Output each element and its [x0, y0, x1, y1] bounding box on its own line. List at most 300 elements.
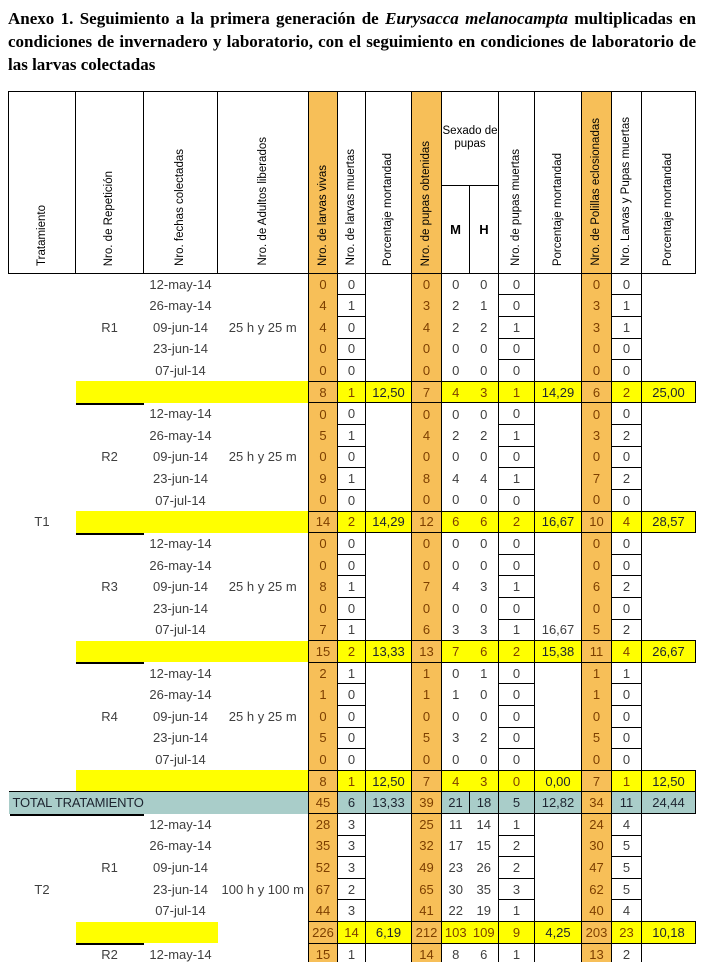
cell-porcentaje-mortandad — [366, 706, 412, 728]
cell-pupas-obtenidas: 39 — [412, 792, 442, 814]
cell-larvas-pupas-muertas: 4 — [612, 900, 642, 922]
cell-adultos-liberados: 100 h y 100 m — [221, 881, 304, 897]
cell-porcentaje-mortandad — [642, 273, 696, 295]
table-row — [9, 403, 696, 425]
cell-larvas-pupas-muertas: 1 — [612, 770, 642, 792]
table-row — [9, 641, 696, 663]
cell-porcentaje-mortandad: 6,19 — [366, 922, 412, 944]
cell-adultos-liberados — [218, 273, 309, 295]
cell-larvas-pupas-muertas: 1 — [612, 662, 642, 684]
cell-larvas-muertas: 0 — [338, 533, 366, 555]
cell-polillas-eclosionadas: 13 — [582, 943, 612, 962]
cell-porcentaje-mortandad — [366, 749, 412, 771]
cell-tratamiento — [9, 641, 76, 663]
cell-polillas-eclosionadas: 1 — [582, 684, 612, 706]
cell-larvas-vivas: 0 — [309, 360, 338, 382]
cell-porcentaje-mortandad — [366, 878, 412, 900]
cell-larvas-muertas: 0 — [338, 489, 366, 511]
cell-larvas-pupas-muertas: 0 — [612, 403, 642, 425]
cell-pupas-obtenidas: 212 — [412, 922, 442, 944]
summary-band — [76, 511, 309, 533]
cell-adultos-liberados — [218, 662, 309, 684]
cell-tratamiento — [9, 403, 76, 425]
cell-sexado-m: 0 — [452, 557, 460, 573]
table-row — [9, 425, 696, 447]
table-row — [9, 770, 696, 792]
cell-larvas-muertas: 1 — [338, 619, 366, 641]
cell-larvas-pupas-muertas: 23 — [612, 922, 642, 944]
cell-adultos-liberados — [218, 597, 309, 619]
cell-fecha: 09-jun-14 — [153, 319, 208, 335]
cell-sexado-m: 2 — [452, 298, 460, 314]
cell-larvas-muertas: 1 — [338, 943, 366, 962]
cell-larvas-vivas: 8 — [309, 770, 338, 792]
cell-adultos-liberados — [218, 554, 309, 576]
cell-adultos-liberados — [218, 857, 309, 879]
cell-porcentaje-mortandad — [535, 468, 582, 490]
cell-tratamiento — [9, 662, 76, 684]
cell-larvas-pupas-muertas: 0 — [612, 533, 642, 555]
cell-larvas-muertas: 0 — [338, 403, 366, 425]
cell-pupas-muertas: 1 — [499, 576, 535, 598]
header-adultos-liberados: Nro. de Adultos liberados — [218, 91, 309, 273]
header-porcentaje-mortandad-1: Porcentaje mortandad — [366, 91, 412, 273]
summary-band — [76, 641, 309, 663]
cell-larvas-vivas: 2 — [309, 662, 338, 684]
table-row — [9, 792, 696, 814]
cell-larvas-muertas: 3 — [338, 814, 366, 836]
cell-porcentaje-mortandad — [535, 489, 582, 511]
cell-sexado-h: 2 — [480, 319, 488, 335]
cell-larvas-pupas-muertas: 4 — [612, 814, 642, 836]
cell-sexado-m: 2 — [452, 427, 460, 443]
cell-porcentaje-mortandad — [366, 403, 412, 425]
header-sexado-de-pupas: Sexado de pupas — [442, 91, 499, 185]
cell-porcentaje-mortandad — [642, 835, 696, 857]
cell-larvas-muertas: 1 — [338, 770, 366, 792]
cell-sexado-m: 0 — [452, 406, 460, 422]
cell-polillas-eclosionadas: 47 — [582, 857, 612, 879]
cell-sexado-h: 3 — [470, 770, 499, 792]
table-row — [9, 446, 696, 468]
cell-porcentaje-mortandad: 15,38 — [535, 641, 582, 663]
header-pupas-obtenidas: Nro. de pupas obtenidas — [412, 91, 442, 273]
cell-repeticion — [76, 814, 144, 836]
cell-larvas-muertas: 2 — [338, 878, 366, 900]
cell-porcentaje-mortandad — [535, 533, 582, 555]
cell-larvas-vivas: 1 — [309, 684, 338, 706]
cell-fecha: 23-jun-14 — [153, 471, 208, 487]
header-sexado-m: M — [442, 185, 470, 273]
cell-porcentaje-mortandad — [535, 727, 582, 749]
cell-porcentaje-mortandad — [535, 338, 582, 360]
cell-sexado-m: 23 — [448, 860, 463, 876]
cell-porcentaje-mortandad — [535, 554, 582, 576]
cell-larvas-vivas: 14 — [309, 511, 338, 533]
cell-sexado-m: 2 — [452, 319, 460, 335]
cell-sexado-h: 2 — [480, 730, 488, 746]
cell-sexado-h: 2 — [480, 427, 488, 443]
cell-sexado-m: 4 — [442, 770, 470, 792]
cell-sexado-m: 0 — [452, 449, 460, 465]
cell-adultos-liberados — [218, 749, 309, 771]
cell-larvas-vivas: 0 — [309, 533, 338, 555]
cell-sexado-h: 0 — [480, 708, 488, 724]
cell-polillas-eclosionadas: 6 — [582, 576, 612, 598]
cell-pupas-muertas: 2 — [499, 511, 535, 533]
cell-porcentaje-mortandad — [366, 857, 412, 879]
cell-larvas-muertas: 1 — [338, 295, 366, 317]
cell-larvas-muertas: 3 — [338, 857, 366, 879]
cell-porcentaje-mortandad — [535, 273, 582, 295]
cell-pupas-muertas: 9 — [499, 922, 535, 944]
cell-larvas-vivas: 0 — [309, 706, 338, 728]
cell-larvas-muertas: 1 — [338, 381, 366, 403]
table-row — [9, 706, 696, 728]
cell-sexado-m: 103 — [442, 922, 470, 944]
cell-sexado-m: 22 — [448, 903, 463, 919]
cell-polillas-eclosionadas: 3 — [582, 317, 612, 339]
cell-adultos-liberados — [218, 338, 309, 360]
header-tratamiento: Tratamiento — [9, 91, 76, 273]
cell-fecha: 12-may-14 — [149, 946, 212, 962]
table-row — [9, 814, 696, 836]
cell-larvas-muertas: 1 — [338, 576, 366, 598]
table-row — [9, 317, 696, 339]
cell-tratamiento — [9, 576, 76, 598]
cell-tratamiento — [9, 706, 76, 728]
cell-tratamiento — [9, 900, 76, 922]
cell-pupas-muertas: 3 — [499, 878, 535, 900]
cell-pupas-obtenidas: 0 — [412, 273, 442, 295]
table-row — [9, 273, 696, 295]
header-sexado-h: H — [470, 185, 499, 273]
cell-sexado-m: 0 — [452, 276, 460, 292]
cell-fecha: 12-may-14 — [149, 535, 212, 551]
cell-porcentaje-mortandad — [366, 273, 412, 295]
cell-porcentaje-mortandad: 16,67 — [535, 511, 582, 533]
cell-porcentaje-mortandad — [642, 943, 696, 962]
cell-porcentaje-mortandad — [642, 706, 696, 728]
cell-porcentaje-mortandad: 26,67 — [642, 641, 696, 663]
cell-pupas-obtenidas: 49 — [412, 857, 442, 879]
cell-porcentaje-mortandad — [642, 597, 696, 619]
table-body — [9, 273, 696, 962]
cell-fecha: 09-jun-14 — [153, 579, 208, 595]
cell-sexado-h: 0 — [480, 492, 488, 508]
table-row — [9, 554, 696, 576]
cell-repeticion — [76, 662, 144, 684]
cell-pupas-muertas: 0 — [499, 273, 535, 295]
cell-pupas-obtenidas: 1 — [412, 662, 442, 684]
cell-polillas-eclosionadas: 30 — [582, 835, 612, 857]
cell-tratamiento: T1 — [34, 514, 50, 530]
cell-larvas-muertas: 3 — [338, 835, 366, 857]
cell-porcentaje-mortandad — [535, 749, 582, 771]
cell-tratamiento — [9, 749, 76, 771]
cell-fecha: 09-jun-14 — [153, 449, 208, 465]
cell-porcentaje-mortandad — [535, 943, 582, 962]
cell-larvas-muertas: 0 — [338, 727, 366, 749]
cell-larvas-vivas: 67 — [309, 878, 338, 900]
cell-sexado-m: 11 — [449, 817, 463, 833]
cell-sexado-m: 21 — [442, 792, 470, 814]
cell-larvas-muertas: 2 — [338, 511, 366, 533]
cell-porcentaje-mortandad — [366, 425, 412, 447]
cell-fecha: 26-may-14 — [149, 557, 212, 573]
cell-tratamiento — [9, 338, 76, 360]
cell-porcentaje-mortandad — [642, 403, 696, 425]
cell-porcentaje-mortandad — [535, 684, 582, 706]
cell-larvas-pupas-muertas: 4 — [612, 511, 642, 533]
cell-sexado-h: 3 — [470, 381, 499, 403]
cell-porcentaje-mortandad — [535, 446, 582, 468]
cell-larvas-muertas: 1 — [338, 662, 366, 684]
cell-larvas-pupas-muertas: 0 — [612, 446, 642, 468]
cell-tratamiento — [9, 922, 76, 944]
cell-larvas-pupas-muertas: 2 — [612, 381, 642, 403]
cell-pupas-obtenidas: 25 — [412, 814, 442, 836]
cell-pupas-obtenidas: 5 — [412, 727, 442, 749]
cell-polillas-eclosionadas: 0 — [582, 403, 612, 425]
cell-adultos-liberados — [218, 835, 309, 857]
cell-adultos-liberados — [218, 684, 309, 706]
cell-larvas-vivas: 0 — [309, 403, 338, 425]
cell-pupas-obtenidas: 7 — [412, 770, 442, 792]
cell-sexado-m: 4 — [442, 381, 470, 403]
cell-adultos-liberados — [218, 943, 309, 962]
cell-larvas-muertas: 0 — [338, 338, 366, 360]
cell-porcentaje-mortandad — [535, 317, 582, 339]
cell-repeticion: R1 — [101, 860, 118, 876]
cell-pupas-muertas: 0 — [499, 770, 535, 792]
cell-porcentaje-mortandad — [642, 317, 696, 339]
table-row — [9, 922, 696, 944]
cell-fecha: 12-may-14 — [149, 406, 212, 422]
cell-porcentaje-mortandad — [642, 489, 696, 511]
cell-sexado-h: 3 — [480, 622, 488, 638]
cell-pupas-obtenidas: 4 — [412, 317, 442, 339]
cell-porcentaje-mortandad — [366, 446, 412, 468]
cell-polillas-eclosionadas: 0 — [582, 273, 612, 295]
cell-porcentaje-mortandad — [366, 554, 412, 576]
cell-porcentaje-mortandad — [366, 597, 412, 619]
cell-larvas-pupas-muertas: 2 — [612, 425, 642, 447]
cell-polillas-eclosionadas: 11 — [582, 641, 612, 663]
cell-pupas-obtenidas: 0 — [412, 749, 442, 771]
cell-sexado-h: 6 — [470, 641, 499, 663]
cell-larvas-pupas-muertas: 2 — [612, 943, 642, 962]
cell-pupas-obtenidas: 0 — [412, 597, 442, 619]
table-row — [9, 511, 696, 533]
cell-larvas-vivas: 15 — [309, 641, 338, 663]
cell-pupas-obtenidas: 41 — [412, 900, 442, 922]
cell-tratamiento — [9, 381, 76, 403]
cell-larvas-vivas: 0 — [309, 446, 338, 468]
cell-sexado-h: 14 — [476, 817, 491, 833]
cell-adultos-liberados: 25 h y 25 m — [228, 708, 297, 724]
cell-porcentaje-mortandad: 13,33 — [366, 792, 412, 814]
cell-larvas-muertas: 0 — [338, 273, 366, 295]
cell-larvas-muertas: 1 — [338, 425, 366, 447]
cell-repeticion: R2 — [101, 449, 118, 465]
cell-repeticion: R3 — [101, 579, 118, 595]
cell-pupas-muertas: 1 — [499, 814, 535, 836]
cell-larvas-vivas: 9 — [309, 468, 338, 490]
cell-porcentaje-mortandad — [535, 576, 582, 598]
cell-sexado-h: 0 — [480, 751, 488, 767]
cell-fecha: 26-may-14 — [149, 838, 212, 854]
page-title — [8, 8, 696, 77]
cell-polillas-eclosionadas: 7 — [582, 770, 612, 792]
cell-larvas-pupas-muertas: 0 — [612, 597, 642, 619]
cell-pupas-obtenidas: 7 — [412, 576, 442, 598]
cell-larvas-pupas-muertas: 0 — [612, 749, 642, 771]
cell-porcentaje-mortandad — [366, 662, 412, 684]
cell-polillas-eclosionadas: 0 — [582, 749, 612, 771]
cell-repeticion — [76, 900, 144, 922]
cell-porcentaje-mortandad — [642, 425, 696, 447]
cell-larvas-pupas-muertas: 2 — [612, 576, 642, 598]
cell-polillas-eclosionadas: 40 — [582, 900, 612, 922]
cell-pupas-muertas: 0 — [499, 554, 535, 576]
cell-tratamiento — [9, 468, 76, 490]
cell-porcentaje-mortandad: 10,18 — [642, 922, 696, 944]
cell-pupas-obtenidas: 6 — [412, 619, 442, 641]
cell-pupas-obtenidas: 0 — [412, 554, 442, 576]
cell-porcentaje-mortandad — [535, 662, 582, 684]
cell-porcentaje-mortandad — [642, 295, 696, 317]
cell-porcentaje-mortandad — [366, 727, 412, 749]
cell-porcentaje-mortandad — [366, 576, 412, 598]
cell-pupas-muertas: 0 — [499, 533, 535, 555]
cell-porcentaje-mortandad — [642, 662, 696, 684]
cell-larvas-muertas: 0 — [338, 446, 366, 468]
cell-larvas-pupas-muertas: 1 — [612, 295, 642, 317]
cell-porcentaje-mortandad — [366, 814, 412, 836]
table-header — [9, 91, 696, 273]
cell-pupas-muertas: 0 — [499, 727, 535, 749]
cell-pupas-obtenidas: 4 — [412, 425, 442, 447]
cell-sexado-m: 3 — [452, 730, 460, 746]
cell-larvas-pupas-muertas: 0 — [612, 273, 642, 295]
table-row — [9, 576, 696, 598]
cell-fecha: 12-may-14 — [149, 665, 212, 681]
cell-sexado-h: 4 — [480, 471, 488, 487]
cell-polillas-eclosionadas: 0 — [582, 597, 612, 619]
cell-tratamiento — [9, 554, 76, 576]
cell-larvas-pupas-muertas: 5 — [612, 835, 642, 857]
cell-sexado-m: 0 — [452, 536, 460, 552]
table-row — [9, 533, 696, 555]
cell-polillas-eclosionadas: 3 — [582, 295, 612, 317]
cell-porcentaje-mortandad — [642, 576, 696, 598]
table-row — [9, 295, 696, 317]
cell-polillas-eclosionadas: 0 — [582, 446, 612, 468]
cell-larvas-vivas: 0 — [309, 273, 338, 295]
cell-porcentaje-mortandad: 12,50 — [642, 770, 696, 792]
cell-larvas-muertas: 1 — [338, 468, 366, 490]
table-row — [9, 662, 696, 684]
cell-larvas-vivas: 4 — [309, 317, 338, 339]
cell-sexado-m: 0 — [452, 751, 460, 767]
cell-larvas-pupas-muertas: 5 — [612, 878, 642, 900]
cell-larvas-muertas: 0 — [338, 749, 366, 771]
cell-polillas-eclosionadas: 0 — [582, 554, 612, 576]
cell-larvas-vivas: 4 — [309, 295, 338, 317]
cell-sexado-h: 0 — [480, 341, 488, 357]
table-row — [9, 878, 696, 900]
header-pupas-muertas: Nro. de pupas muertas — [499, 91, 535, 273]
cell-pupas-muertas: 1 — [499, 619, 535, 641]
cell-larvas-vivas: 15 — [309, 943, 338, 962]
cell-adultos-liberados — [218, 727, 309, 749]
cell-porcentaje-mortandad — [366, 338, 412, 360]
cell-fecha: 12-may-14 — [149, 276, 212, 292]
cell-pupas-muertas: 0 — [499, 489, 535, 511]
cell-larvas-pupas-muertas: 0 — [612, 554, 642, 576]
cell-sexado-m: 1 — [452, 687, 460, 703]
cell-adultos-liberados — [218, 814, 309, 836]
cell-larvas-vivas: 0 — [309, 554, 338, 576]
cell-larvas-vivas: 7 — [309, 619, 338, 641]
cell-repeticion — [76, 554, 144, 576]
cell-pupas-muertas: 0 — [499, 403, 535, 425]
cell-larvas-vivas: 226 — [309, 922, 338, 944]
cell-pupas-obtenidas: 0 — [412, 338, 442, 360]
cell-sexado-m: 8 — [452, 946, 460, 962]
cell-sexado-m: 6 — [442, 511, 470, 533]
cell-polillas-eclosionadas: 5 — [582, 727, 612, 749]
cell-pupas-muertas: 0 — [499, 749, 535, 771]
cell-porcentaje-mortandad — [366, 684, 412, 706]
cell-sexado-h: 35 — [476, 881, 491, 897]
cell-tratamiento — [9, 446, 76, 468]
cell-pupas-obtenidas: 7 — [412, 381, 442, 403]
cell-repeticion — [76, 619, 144, 641]
cell-tratamiento — [9, 835, 76, 857]
cell-sexado-h: 15 — [476, 838, 491, 854]
cell-larvas-muertas: 0 — [338, 684, 366, 706]
cell-larvas-vivas: 0 — [309, 338, 338, 360]
cell-repeticion: R2 — [101, 946, 118, 962]
header-larvas-pupas-muertas: Nro. Larvas y Pupas muertas — [612, 91, 642, 273]
cell-polillas-eclosionadas: 24 — [582, 814, 612, 836]
cell-sexado-m: 7 — [442, 641, 470, 663]
cell-larvas-vivas: 44 — [309, 900, 338, 922]
cell-adultos-liberados — [218, 403, 309, 425]
table-row — [9, 749, 696, 771]
cell-porcentaje-mortandad — [366, 489, 412, 511]
cell-larvas-vivas: 35 — [309, 835, 338, 857]
cell-larvas-muertas: 0 — [338, 360, 366, 382]
cell-polillas-eclosionadas: 0 — [582, 360, 612, 382]
cell-larvas-pupas-muertas: 1 — [612, 317, 642, 339]
table-row — [9, 900, 696, 922]
cell-repeticion — [76, 360, 144, 382]
cell-tratamiento — [9, 425, 76, 447]
cell-tratamiento — [9, 295, 76, 317]
cell-tratamiento — [9, 489, 76, 511]
cell-porcentaje-mortandad: 12,82 — [535, 792, 582, 814]
cell-pupas-muertas: 1 — [499, 468, 535, 490]
cell-larvas-vivas: 5 — [309, 425, 338, 447]
cell-porcentaje-mortandad: 14,29 — [366, 511, 412, 533]
cell-porcentaje-mortandad: 25,00 — [642, 381, 696, 403]
cell-larvas-pupas-muertas: 4 — [612, 641, 642, 663]
cell-larvas-vivas: 52 — [309, 857, 338, 879]
cell-sexado-m: 0 — [452, 600, 460, 616]
